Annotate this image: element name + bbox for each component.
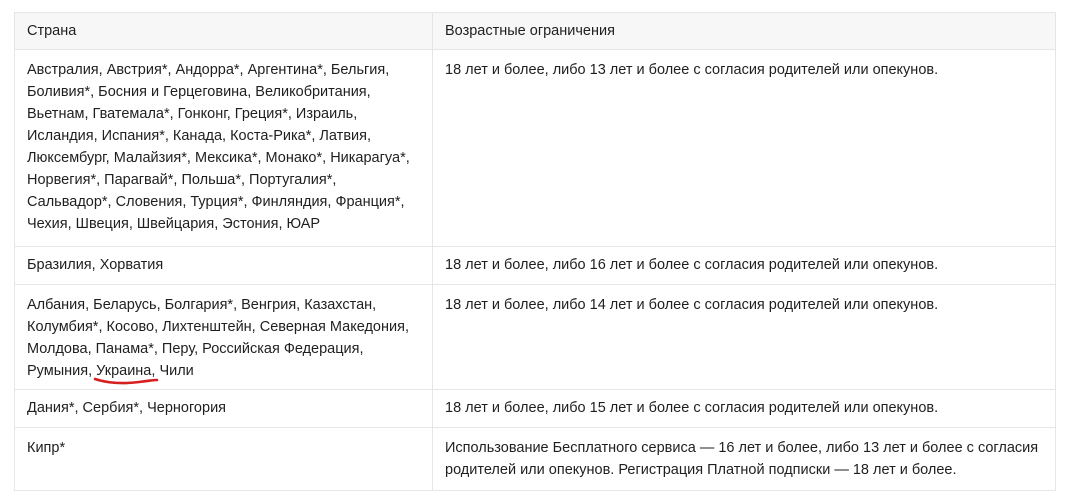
age-limit-cell: 18 лет и более, либо 16 лет и более с согласия родителей или опекунов. — [433, 247, 1056, 285]
highlighted-country-label: Украина — [96, 363, 152, 379]
age-limit-cell: 18 лет и более, либо 14 лет и более с согласия родителей или опекунов. — [433, 285, 1056, 390]
country-cell: Бразилия, Хорватия — [15, 247, 433, 285]
table-row — [15, 247, 1056, 285]
age-limit-cell: 18 лет и более, либо 15 лет и более с согласия родителей или опекунов. — [433, 390, 1056, 428]
highlighted-country — [96, 360, 151, 382]
age-limit-cell: Использование Бесплатного сервиса — 16 лет и более, либо 13 лет и более с согласия родителей или опекунов. Регистрация Платной подписки — 18 лет и более. — [433, 428, 1056, 491]
red-underline-annotation — [93, 373, 159, 387]
country-list-text: Албания, Беларусь, Болгария*, Венгрия, Казахстан, Колумбия*, Косово, Лихтенштейн, Северная Македония, Молдова, Панама*, Перу, Российская Федерация, Румыния, — [27, 297, 409, 379]
table-header-row — [15, 13, 1056, 50]
table-row — [15, 50, 1056, 247]
age-restrictions-table-container — [14, 12, 1055, 491]
age-limit-cell: 18 лет и более, либо 13 лет и более с согласия родителей или опекунов. — [433, 50, 1056, 247]
header-age-limits: Возрастные ограничения — [433, 13, 1056, 50]
table-row — [15, 285, 1056, 390]
country-cell: Дания*, Сербия*, Черногория — [15, 390, 433, 428]
header-country: Страна — [15, 13, 433, 50]
country-cell: Кипр* — [15, 428, 433, 491]
age-restrictions-table — [14, 12, 1056, 491]
table-row — [15, 390, 1056, 428]
country-cell — [15, 285, 433, 390]
table-row — [15, 428, 1056, 491]
country-cell: Австралия, Австрия*, Андорра*, Аргентина*, Бельгия, Боливия*, Босния и Герцеговина, Великобритания, Вьетнам, Гватемала*, Гонконг, Греция*, Израиль, Исландия, Испания*, Канада, Коста-Рика*, Латвия, Люксембург, Малайзия*, Мексика*, Монако*, Никарагуа*, Норвегия*, Парагвай*, Польша*, Португалия*, Сальвадор*, Словения, Турция*, Финляндия, Франция*, Чехия, Швеция, Швейцария, Эстония, ЮАР — [15, 50, 433, 247]
country-list-text-tail: , Чили — [151, 363, 194, 379]
